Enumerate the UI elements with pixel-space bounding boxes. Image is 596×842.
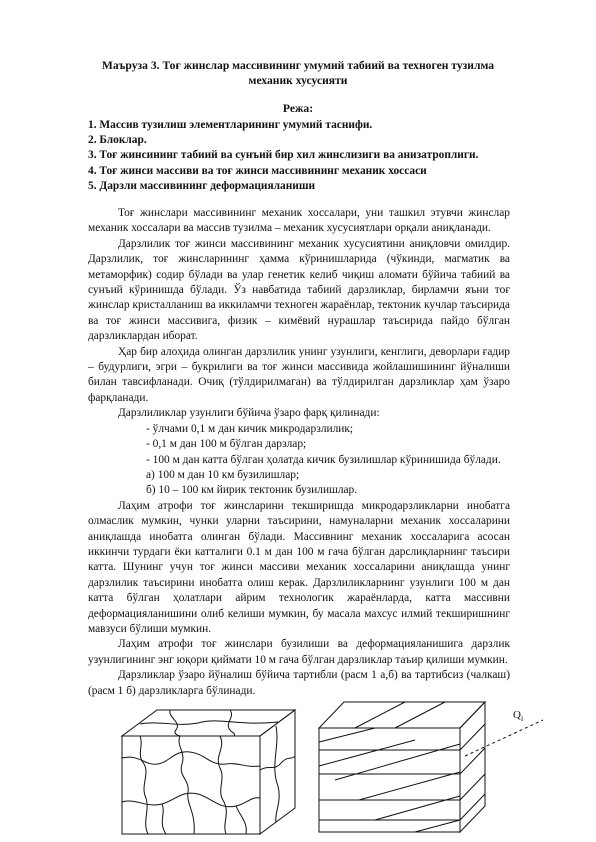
paragraph: Тоғ жинслари массивининг механик хоссалари, уни ташкил этувчи жинслар механик хоссалари ва массив тузилма – механик хусусиятлари орқали аниқланади. bbox=[88, 207, 510, 235]
list-item: а) 100 м дан 10 км бузилишлар; bbox=[146, 468, 300, 481]
plan-item: 5. Дарзли массивининг деформацияланиши bbox=[88, 179, 316, 192]
paragraph: Ҳар бир алоҳида олинган дарзлилик унинг узунлиги, кенглиги, деворлари ғадир – будурлиги, эгри – букрилиги ва тоғ жинси массивида жойлашишининг йўналиши билан тавсифланади. Очиқ (тўлдирилмаган) ва тўлдирилган дарзликлар ҳам ўзаро фарқланади. bbox=[88, 345, 510, 404]
paragraph: Лаҳим атрофи тоғ жинслари бузилиши ва деформацияланишига дарзлик узунлигининг энг юқори қиймати 10 м гача бўлган дарзликлар таъир қилиши мумкин. bbox=[88, 638, 510, 666]
paragraph: Дарзлиликлар узунлиги бўйича ўзаро фарқ қилинади: bbox=[118, 407, 380, 420]
body-text bbox=[88, 206, 510, 699]
figure-chaotic-cracks bbox=[110, 706, 310, 836]
figure-area bbox=[110, 706, 550, 836]
plan-item: 3. Тоғ жинсининг табиий ва сунъий бир хил жинслизиги ва анизатроплиги. bbox=[88, 149, 479, 162]
lecture-title: Маъруза 3. Тоғ жинслар массивининг умумий табиий ва техноген тузилма механик хусусияти bbox=[101, 59, 495, 87]
paragraph: Дарзлилик тоғ жинси массивининг механик хусусиятини аниқловчи омилдир. Дарзлилик, тоғ жинсларининг ҳамма кўринишларида (чўкинди, магматик ва метаморфик) содир бўлади ва улар генетик келиб чиқиш аломати бўйича табиий ва сунъий кўринишда бўлади. Ўз навбатида табиий дарзликлар, бирламчи яъни тоғ жинслар кристалланиш ва иккиламчи техноген жараёнлар, тектоник кучлар таъсирида ва тоғ жинси массивига, физик – кимёвий нурашлар таъсирида пайдо бўлган дарзликлардан иборат. bbox=[88, 237, 510, 343]
list-item: - 100 м дан катта бўлган ҳолатда кичик бузилишлар кўринишида бўлади. bbox=[146, 453, 501, 466]
figure-label-q: $Q_i$ bbox=[513, 709, 524, 723]
plan-item: 1. Массив тузилиш элементларининг умумий таснифи. bbox=[88, 119, 373, 131]
paragraph: Дарзликлар ўзаро йўналиш бўйича тартибли (расм 1 а,б) ва тартибсиз (чалкаш) (расм 1 б) дарзликларга бўлинади. bbox=[88, 669, 510, 697]
figure-ordered-cracks bbox=[315, 696, 550, 836]
list-item: б) 10 – 100 км йирик тектоник бузилишлар. bbox=[146, 484, 358, 497]
plan-list bbox=[88, 118, 528, 194]
list-item: - ўлчами 0,1 м дан кичик микродарзлилик; bbox=[146, 422, 354, 435]
plan-item: 2. Блоклар. bbox=[88, 134, 147, 147]
plan-heading: Режа: bbox=[282, 102, 314, 115]
plan-item: 4. Тоғ жинси массиви ва тоғ жинси массивининг механик хоссаси bbox=[88, 164, 427, 177]
paragraph: Лаҳим атрофи тоғ жинсларини текширишда микродарзликларни инобатга олмаслик мумкин, чунки уларни таъсирини, намуналарни механик хоссаларини аниқлашда инобатга олинган бўлади. Массивнинг механик хоссаларига асосан иккинчи турдаги ёки катталиги 0.1 м дан 100 м гача бўлган дарслиқларнинг таъсири катта. Шунинг учун тоғ жинси массиви механик хоссаларини аниқлашда унинг дарзлилик таъсирини инобатга олиш керак. Дарзлиликларнинг узунлиги 100 м дан катта бўлган ҳолатлари айрим технологик жараёнларда, катта массивни деформацияланишини олиб келиши мумкин, бу масала махсус илмий текширишнинг мавзуси бўлиши мумкин. bbox=[88, 499, 510, 635]
list-item: - 0,1 м дан 100 м бўлган дарзлар; bbox=[146, 438, 307, 451]
